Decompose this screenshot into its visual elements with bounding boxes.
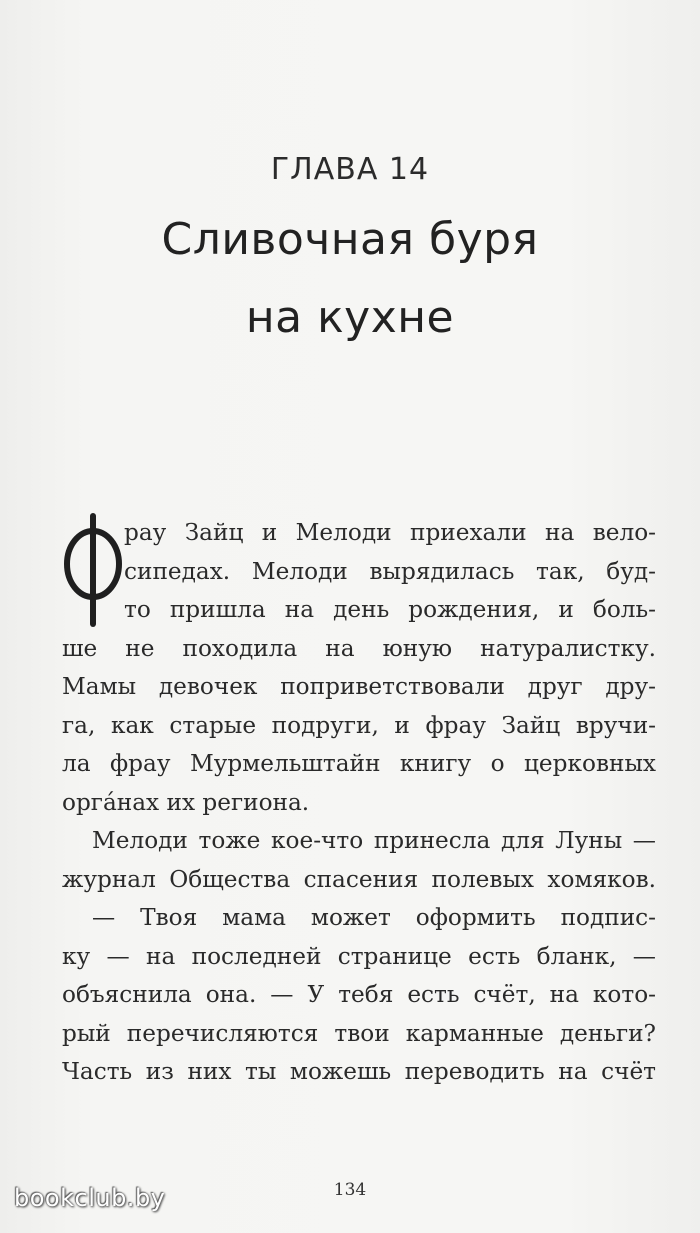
text-line: га, как старые подруги, и фрау Зайц вручи- xyxy=(62,711,656,739)
text-line: орга́нах их региона. xyxy=(62,788,310,816)
text-line: рый перечисляются твои карманные деньги? xyxy=(62,1019,656,1047)
text-line: ку — на последней странице есть бланк, — xyxy=(62,942,656,970)
chapter-title-line-2: на кухне xyxy=(245,292,455,343)
watermark: bookclub.by xyxy=(14,1184,166,1212)
page-number: 134 xyxy=(333,1180,367,1200)
text-line: Мелоди тоже кое-что принесла для Луны — xyxy=(92,827,656,854)
text-line: журнал Общества спасения полевых хомяков. xyxy=(62,865,656,893)
text-line: объяснила она. — У тебя есть счёт, на кото- xyxy=(62,981,656,1008)
text-line: — Твоя мама может оформить подпис- xyxy=(92,904,656,931)
chapter-title-line-1: Сливочная буря xyxy=(161,214,539,265)
chapter-label: ГЛАВА 14 xyxy=(270,152,430,187)
text-line: Часть из них ты можешь переводить на счёт xyxy=(62,1058,656,1085)
text-line: то пришла на день рождения, и боль- xyxy=(124,596,656,623)
text-line: Мамы девочек поприветствовали друг дру- xyxy=(62,673,656,700)
chapter-body-text xyxy=(62,514,656,1092)
text-line: ше не походила на юную натуралистку. xyxy=(62,634,656,662)
text-line: ла фрау Мурмельштайн книгу о церковных xyxy=(62,750,656,777)
text-line: рау Зайц и Мелоди приехали на вело- xyxy=(124,519,656,546)
text-line: сипедах. Мелоди вырядилась так, буд- xyxy=(124,557,656,585)
